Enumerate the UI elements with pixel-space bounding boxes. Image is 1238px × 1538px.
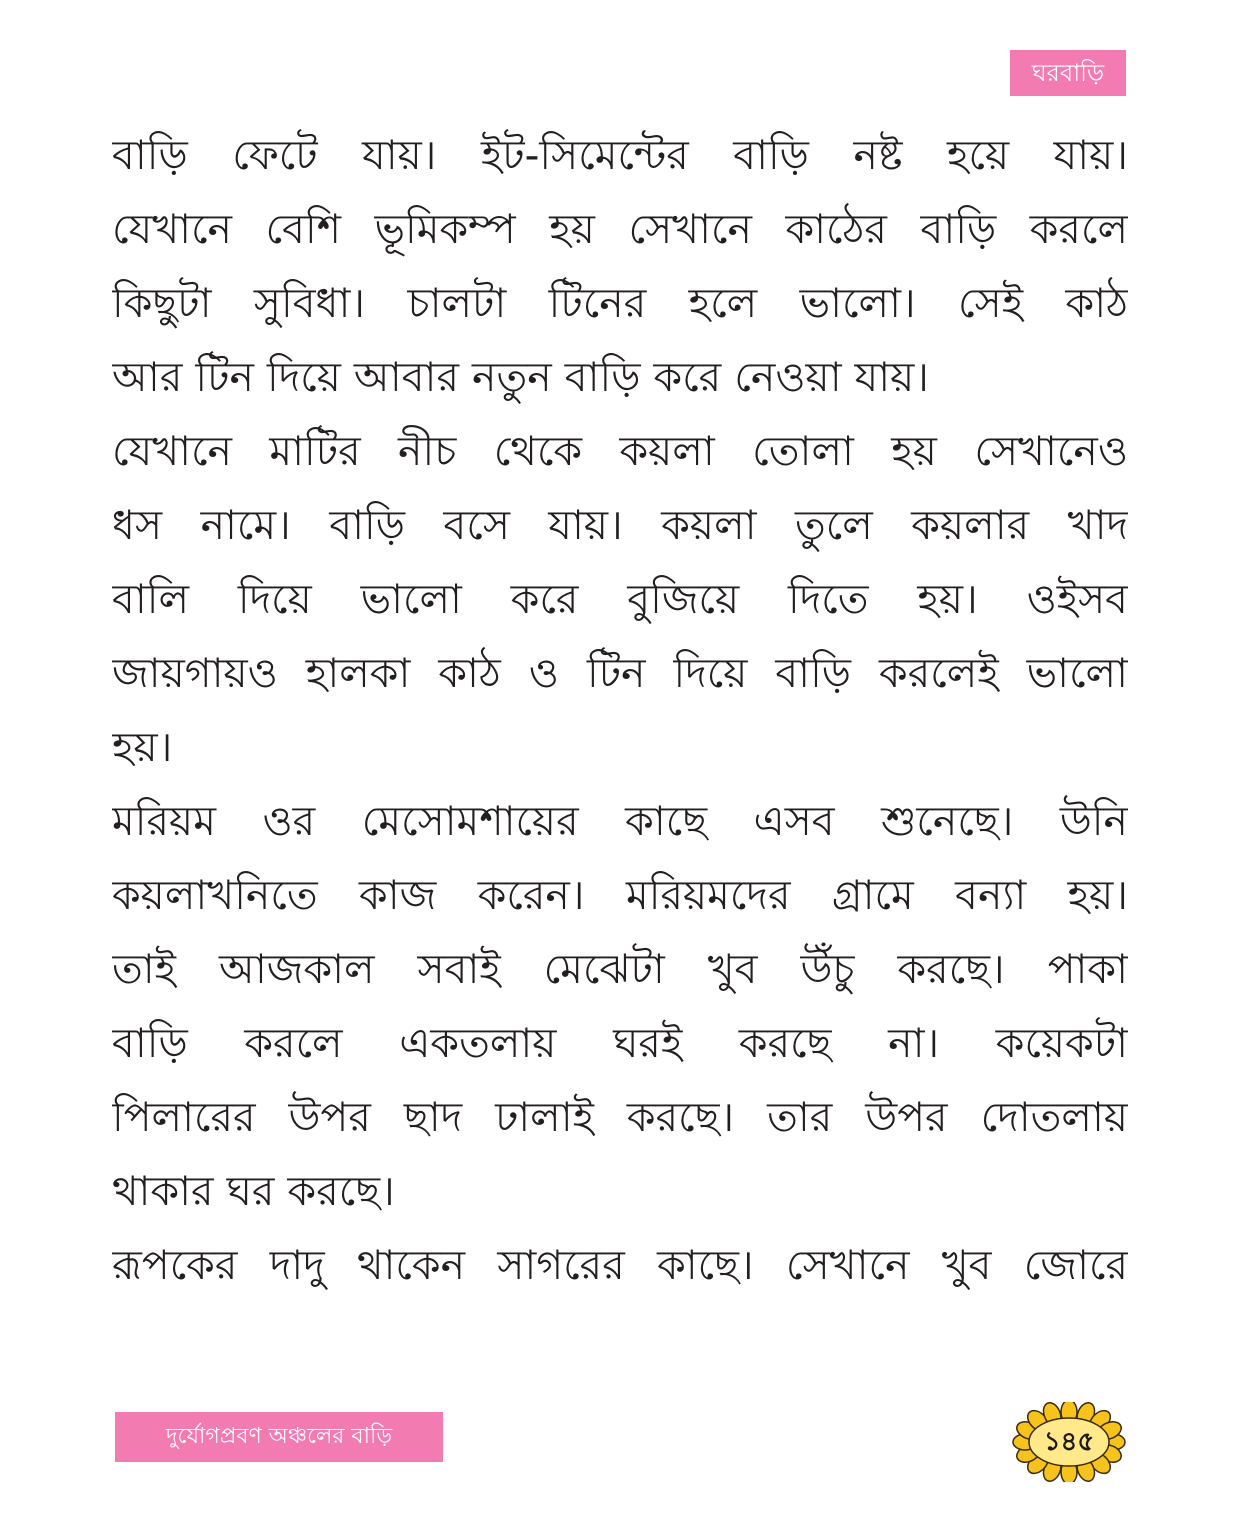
page-number: ১৪৫ [1043,1427,1095,1457]
text-line: মরিয়ম ওর মেসোমশায়ের কাছে এসব শুনেছে। উনি [112,797,1128,845]
text-line: বাড়ি ফেটে যায়। ইট-সিমেন্টের বাড়ি নষ্ট হয়ে যায়। [112,131,1128,179]
text-line: হয়। [112,723,173,771]
text-line: পিলারের উপর ছাদ ঢালাই করছে। তার উপর দোতলায় [112,1093,1128,1141]
text-line: থাকার ঘর করছে। [112,1167,395,1215]
footer-section-title: দুর্যোগপ্রবণ অঞ্চলের বাড়ি [115,1412,443,1462]
text-line: যেখানে মাটির নীচ থেকে কয়লা তোলা হয় সেখানেও [112,427,1128,475]
text-line: বাড়ি করলে একতলায় ঘরই করছে না। কয়েকটা [112,1019,1128,1067]
text-line: কয়লাখনিতে কাজ করেন। মরিয়মদের গ্রামে বন্যা হয়। [112,871,1128,919]
text-line: জায়গায়ও হালকা কাঠ ও টিন দিয়ে বাড়ি করলেই ভালো [112,649,1128,697]
text-line: বালি দিয়ে ভালো করে বুজিয়ে দিতে হয়। ওইসব [112,575,1128,623]
body-text [112,118,1128,1302]
text-line: আর টিন দিয়ে আবার নতুন বাড়ি করে নেওয়া যায়। [112,353,929,401]
text-line: তাই আজকাল সবাই মেঝেটা খুব উঁচু করছে। পাকা [112,945,1128,993]
text-line: যেখানে বেশি ভূমিকম্প হয় সেখানে কাঠের বাড়ি করলে [112,205,1128,253]
text-line: কিছুটা সুবিধা। চালটা টিনের হলে ভালো। সেই কাঠ [112,279,1128,327]
chapter-tag: ঘরবাড়ি [1010,50,1126,96]
page-number-badge [1010,1402,1128,1482]
text-line: রূপকের দাদু থাকেন সাগরের কাছে। সেখানে খুব জোরে [112,1241,1128,1289]
text-line: ধস নামে। বাড়ি বসে যায়। কয়লা তুলে কয়লার খাদ [112,501,1128,549]
